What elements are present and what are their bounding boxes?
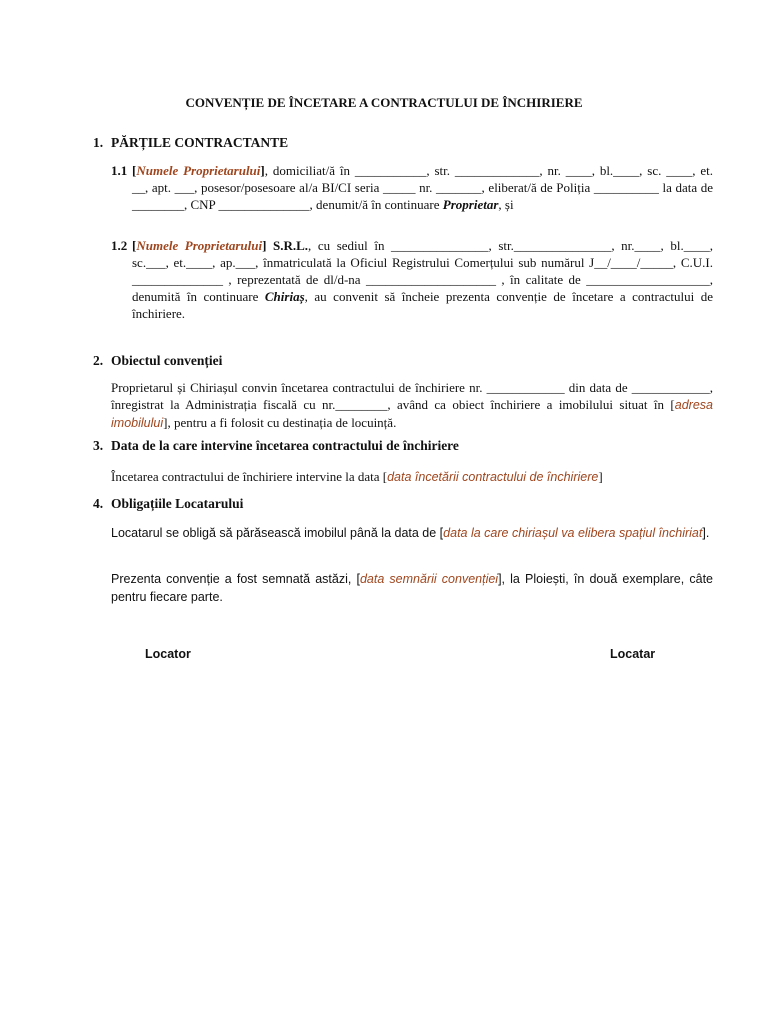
- bracket-close: ]: [260, 163, 265, 178]
- clause-1-2-number: 1.2: [111, 238, 128, 253]
- clause-1-2-text: [132, 237, 713, 322]
- section-4-title: Obligațiile Locatarului: [111, 496, 244, 511]
- section-2-text: [111, 379, 713, 432]
- owner-name-placeholder: Numele Proprietarului: [136, 163, 261, 178]
- section-1-number: 1.: [93, 135, 104, 150]
- section-2-body-b: ], pentru a fi folosit cu destinația de locuință.: [163, 415, 397, 430]
- section-2-body-a: Proprietarul și Chiriașul convin încetarea contractului de închiriere nr. ____________ din data de ____________, înregistrat la Administrația fiscală cu nr.________, având ca obiect închiriere a imobilului situat în [: [111, 380, 713, 412]
- section-3-number: 3.: [93, 438, 104, 453]
- section-2-heading: [93, 352, 222, 369]
- section-2-title: Obiectul convenției: [111, 353, 223, 368]
- clause-1-1-tail: , și: [498, 197, 514, 212]
- vacate-date-placeholder: data la care chiriașul va elibera spațiul închiriat: [443, 526, 703, 540]
- document-title: CONVENȚIE DE ÎNCETARE A CONTRACTULUI DE ÎNCHIRIERE: [185, 95, 583, 110]
- section-1-title: PĂRȚILE CONTRACTANTE: [111, 135, 289, 150]
- bracket-close: ]: [262, 238, 267, 253]
- clause-1-2-tail: , au convenit să încheie prezenta convenție de încetare a contractului de închiriere.: [132, 289, 713, 321]
- closing-body-a: Prezenta convenție a fost semnată astăzi, [: [111, 572, 360, 586]
- section-4-heading: [93, 495, 243, 512]
- clause-1-1-number: 1.1: [111, 163, 128, 178]
- signature-locatar: Locatar: [610, 647, 656, 661]
- section-4-number: 4.: [93, 496, 104, 511]
- closing-text: [111, 570, 713, 606]
- section-3-heading: [93, 437, 459, 454]
- company-name-placeholder: Numele Proprietarului: [136, 238, 263, 253]
- clause-1-1-text: [132, 162, 713, 213]
- company-suffix: S.R.L.: [266, 238, 309, 253]
- closing-body-b: ], la Ploiești, în două exemplare, câte pentru fiecare parte.: [111, 572, 713, 604]
- signature-locator: Locator: [145, 647, 191, 661]
- bracket-open: [: [132, 163, 137, 178]
- section-4-body-b: ].: [702, 526, 710, 540]
- termination-date-placeholder: data încetării contractului de închiriere: [387, 470, 599, 484]
- clause-1-2-body: , cu sediul în _______________, str._______________, nr.____, bl.____, sc.___, et.____, ap.___, înmatriculată la Oficiul Registrului Comerțului sub numărul J__/____/_____, C.U.I. ______________ , reprezentată de dl/d-na ____________________ , în calitate de ___________________, denumită în continuare: [132, 238, 713, 304]
- role-chirias: Chiriaș: [264, 289, 305, 304]
- bracket-open: [: [132, 238, 137, 253]
- signing-date-placeholder: data semnării convenției: [359, 572, 499, 586]
- section-3-body-a: Încetarea contractului de închiriere intervine la data [: [111, 469, 388, 484]
- role-proprietar: Proprietar: [442, 197, 499, 212]
- section-1-heading: [93, 134, 288, 151]
- section-2-number: 2.: [93, 353, 104, 368]
- section-4-body-a: Locatarul se obligă să părăsească imobilul până la data de [: [111, 526, 444, 540]
- section-4-text: [111, 524, 713, 542]
- section-3-body-b: ]: [598, 469, 603, 484]
- section-3-title: Data de la care intervine încetarea contractului de închiriere: [111, 438, 459, 453]
- clause-1-1-body: , domiciliat/ă în ___________, str. _____________, nr. ____, bl.____, sc. ____, et. __, apt. ___, posesor/posesoare al/a BI/CI seria _____ nr. _______, eliberat/ă de Poliția __________ la data de ________, CNP ______________, denumit/ă în continuare: [132, 163, 714, 212]
- address-placeholder: adresa imobilului: [111, 398, 713, 430]
- section-3-text: [111, 468, 713, 486]
